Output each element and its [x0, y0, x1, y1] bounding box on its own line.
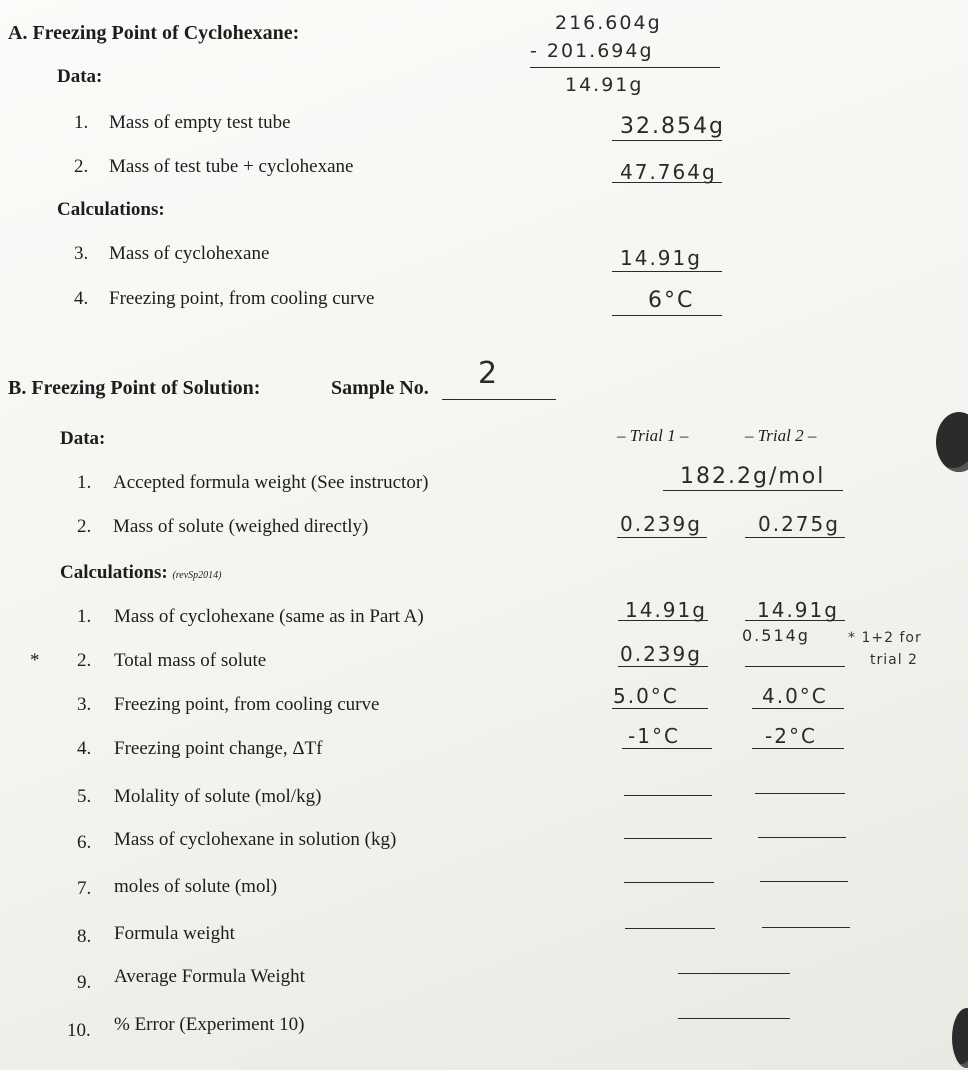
part-b-data-num: 1.	[77, 472, 92, 493]
calc-label: Freezing point, from cooling curve	[114, 694, 380, 715]
calc-label: moles of solute (mol)	[114, 876, 278, 897]
scratch-rule	[530, 67, 720, 68]
trial-2-value: 0.514g	[742, 626, 810, 645]
answer-blank	[762, 927, 850, 928]
calc-label: Average Formula Weight	[114, 966, 305, 987]
scratch-result: 14.91g	[565, 74, 644, 96]
trial-2-value: 4.0°C	[762, 684, 828, 708]
revision-note: (revSp2014)	[172, 570, 222, 581]
calc-num: 4.	[77, 738, 92, 759]
part-a-item-value: 6°C	[648, 288, 695, 313]
part-b-calc-label	[60, 562, 222, 584]
calc-num: 1.	[77, 606, 92, 627]
answer-blank	[612, 315, 722, 316]
answer-blank	[618, 620, 708, 621]
trial-1-value: 0.239g	[620, 512, 702, 536]
part-a-item-value: 32.854g	[620, 114, 725, 139]
formula-weight-value: 182.2g/mol	[680, 464, 826, 489]
part-a-item-num: 4.	[74, 288, 89, 309]
part-a-item-num: 1.	[74, 112, 89, 133]
answer-blank	[612, 708, 708, 709]
part-a-item-label: Freezing point, from cooling curve	[109, 288, 375, 309]
calc-num: 5.	[77, 786, 92, 807]
trial-2-value: 14.91g	[757, 598, 839, 622]
calc-num: 8.	[77, 926, 92, 947]
answer-blank	[612, 182, 722, 183]
part-b-heading: B. Freezing Point of Solution:	[8, 377, 261, 399]
answer-blank	[618, 666, 708, 667]
side-note-line-1: * 1+2 for	[848, 630, 922, 646]
answer-blank	[745, 537, 845, 538]
answer-blank	[745, 620, 845, 621]
part-a-data-label: Data:	[57, 66, 103, 87]
answer-blank	[758, 837, 846, 838]
part-a-item-value: 14.91g	[620, 246, 702, 270]
part-a-item-label: Mass of empty test tube	[109, 112, 291, 133]
answer-blank	[752, 748, 844, 749]
part-b-data-label-1: Accepted formula weight (See instructor)	[113, 472, 429, 493]
part-a-item-label: Mass of test tube + cyclohexane	[109, 156, 354, 177]
answer-blank	[755, 793, 845, 794]
calc-label: Formula weight	[114, 923, 235, 944]
calc-label: Mass of cyclohexane in solution (kg)	[114, 829, 397, 850]
part-a-heading: A. Freezing Point of Cyclohexane:	[8, 22, 300, 44]
binder-ring-hole	[952, 1008, 968, 1068]
part-a-item-num: 2.	[74, 156, 89, 177]
part-a-item-num: 3.	[74, 243, 89, 264]
trial-1-header: – Trial 1 –	[617, 426, 689, 445]
scratch-line-1: 216.604g	[555, 12, 662, 34]
part-b-data-label: Data:	[60, 428, 106, 449]
answer-blank	[612, 271, 722, 272]
sample-label: Sample No.	[331, 377, 429, 399]
sample-blank	[442, 399, 556, 400]
calc-label: Freezing point change, ΔTf	[114, 738, 323, 759]
calc-num: 3.	[77, 694, 92, 715]
answer-blank	[624, 838, 712, 839]
part-b-data-label-2: Mass of solute (weighed directly)	[113, 516, 369, 537]
answer-blank	[622, 748, 712, 749]
binder-ring-hole	[936, 412, 968, 472]
trial-1-value: 14.91g	[625, 598, 707, 622]
answer-blank	[745, 666, 845, 667]
answer-blank	[678, 973, 790, 974]
trial-2-value: -2°C	[765, 724, 817, 748]
part-a-item-label: Mass of cyclohexane	[109, 243, 270, 264]
part-a-item-value: 47.764g	[620, 160, 717, 184]
star-marker: *	[30, 650, 40, 671]
scratch-line-2: - 201.694g	[530, 40, 654, 62]
part-b-data-num: 2.	[77, 516, 92, 537]
answer-blank	[752, 708, 844, 709]
trial-1-value: 0.239g	[620, 642, 702, 666]
calc-label: % Error (Experiment 10)	[114, 1014, 305, 1035]
calc-label: Total mass of solute	[114, 650, 267, 671]
answer-blank	[624, 882, 714, 883]
answer-blank	[663, 490, 843, 491]
part-a-calc-label: Calculations:	[57, 199, 165, 220]
calc-label: Mass of cyclohexane (same as in Part A)	[114, 606, 424, 627]
calc-num: 7.	[77, 878, 92, 899]
trial-2-header: – Trial 2 –	[745, 426, 817, 445]
trial-2-value: 0.275g	[758, 512, 840, 536]
calc-num: 9.	[77, 972, 92, 993]
sample-value: 2	[478, 356, 500, 391]
answer-blank	[625, 928, 715, 929]
side-note-line-2: trial 2	[870, 652, 918, 668]
trial-1-value: -1°C	[628, 724, 680, 748]
calc-label: Molality of solute (mol/kg)	[114, 786, 322, 807]
answer-blank	[624, 795, 712, 796]
calc-num: 6.	[77, 832, 92, 853]
calc-label-text: Calculations:	[60, 562, 168, 583]
answer-blank	[760, 881, 848, 882]
calc-num: 10.	[67, 1020, 91, 1041]
answer-blank	[617, 537, 707, 538]
answer-blank	[612, 140, 722, 141]
answer-blank	[678, 1018, 790, 1019]
calc-num: 2.	[77, 650, 92, 671]
trial-1-value: 5.0°C	[613, 684, 679, 708]
